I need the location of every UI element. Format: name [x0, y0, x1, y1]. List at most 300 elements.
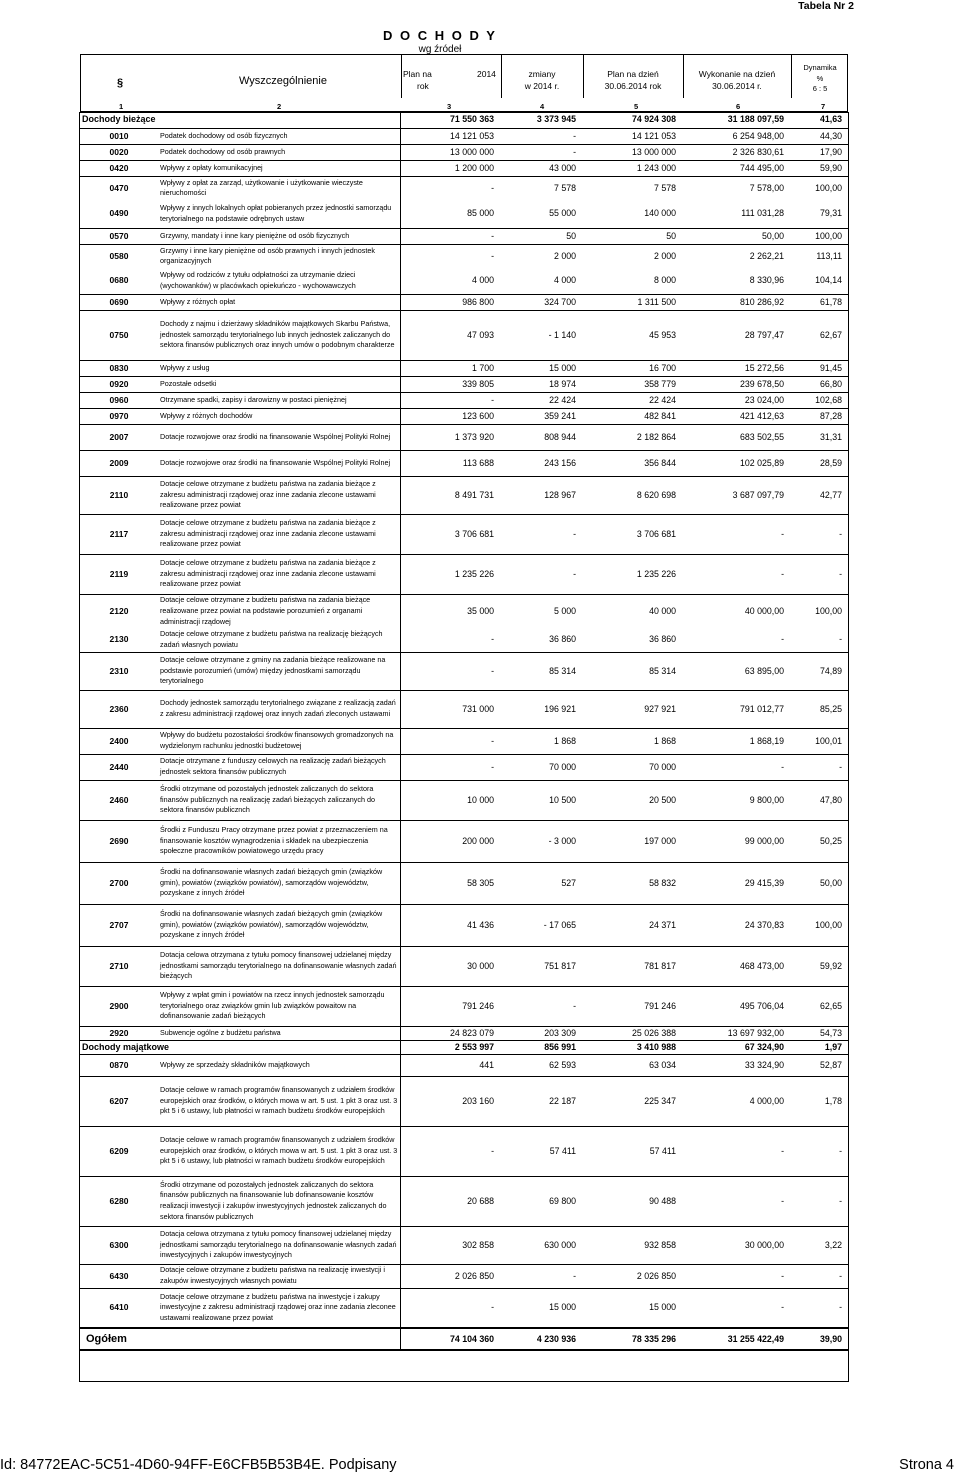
- plan-date-value: 20 500: [582, 780, 682, 820]
- plan-value: 35 000: [467, 605, 494, 616]
- table-row: [80, 1264, 848, 1288]
- classification-code: 2460: [80, 780, 158, 820]
- plan-date-value: 40 000: [649, 605, 676, 616]
- execution-value: 2 262,21: [749, 250, 784, 261]
- plan-date-value: 3 706 681: [582, 514, 682, 554]
- dynamics-value: -: [790, 554, 848, 594]
- classification-code: 2120: [109, 605, 129, 616]
- classification-code: 0690: [80, 294, 158, 310]
- row-description: Wpływy od rodziców z tytułu odpłatności za utrzymanie dzieci (wychowanków) w placówkach opiekuńczo - wychowawczych: [158, 268, 400, 294]
- row-description: Dotacje celowe otrzymane z gminy na zadania bieżące realizowane na podstawie porozumień (umów) między jednostkami samorządu terytorialnego: [158, 652, 400, 690]
- execution-value: -: [682, 1288, 790, 1328]
- dynamics-value: 61,78: [790, 294, 848, 310]
- classification-code: 0570: [80, 228, 158, 244]
- dynamics-value: 74,89: [790, 652, 848, 690]
- plan-date-value: 358 779: [582, 376, 682, 392]
- execution-value: 468 473,00: [682, 946, 790, 986]
- changes-value: 1 868: [500, 728, 582, 754]
- table-row: [80, 904, 848, 946]
- plan-date-value: 50: [582, 228, 682, 244]
- execution-value: 30 000,00: [682, 1226, 790, 1264]
- execution-value: 63 895,00: [682, 652, 790, 690]
- plan-date-value: 16 700: [582, 360, 682, 376]
- table-row: [80, 112, 848, 128]
- plan-value: 85 000: [400, 200, 500, 228]
- execution-value: 31 255 422,49: [682, 1328, 790, 1350]
- row-description: Wpływy ze sprzedaży składników majątkowych: [158, 1054, 400, 1076]
- plan-value: 339 805: [400, 376, 500, 392]
- plan-value: 791 246: [400, 986, 500, 1026]
- table-row: [80, 268, 848, 294]
- changes-value: 324 700: [500, 294, 582, 310]
- plan-value: 74 104 360: [400, 1328, 500, 1350]
- classification-code: 0970: [80, 408, 158, 424]
- execution-value: 8 330,96: [682, 268, 790, 294]
- row-description: Otrzymane spadki, zapisy i darowizny w postaci pieniężnej: [158, 392, 400, 408]
- table-row: [80, 144, 848, 160]
- dynamics-value: 91,45: [790, 360, 848, 376]
- classification-code: 2007: [80, 424, 158, 450]
- changes-value: 5 000: [553, 605, 576, 616]
- dynamics-value: -: [790, 1176, 848, 1226]
- plan-value: -: [400, 1126, 500, 1176]
- classification-code: 2110: [80, 476, 158, 514]
- plan-value: 203 160: [400, 1076, 500, 1126]
- changes-value: 62 593: [500, 1054, 582, 1076]
- table-row: [80, 244, 848, 268]
- row-description: Środki na dofinansowanie własnych zadań bieżących gmin (związków gmin), powiatów (związków powiatów), samorządów województw, pozyskane z innych źródeł: [158, 904, 400, 946]
- plan-value: 47 093: [400, 310, 500, 360]
- dynamics-value: 100,00: [790, 228, 848, 244]
- header-plan-b: 2014: [477, 69, 496, 79]
- execution-value: 67 324,90: [682, 1040, 790, 1054]
- row-description: Dochody jednostek samorządu terytorialnego związane z realizacją zadań z zakresu administracji rządowej oraz innych zadań zleconych ustawami: [158, 690, 400, 728]
- dynamics-value: -: [790, 514, 848, 554]
- plan-date-value: 927 921: [582, 690, 682, 728]
- plan-value: 731 000: [400, 690, 500, 728]
- changes-value: 203 309: [500, 1026, 582, 1040]
- classification-code: 2690: [80, 820, 158, 862]
- plan-date-value: 14 121 053: [582, 128, 682, 144]
- dynamics-value: 50,25: [790, 820, 848, 862]
- dynamics-value: 41,63: [790, 112, 848, 128]
- execution-value: 3 687 097,79: [682, 476, 790, 514]
- header-dynamika-b: %: [816, 74, 824, 83]
- execution-value: 102 025,89: [682, 450, 790, 476]
- classification-code: 2360: [80, 690, 158, 728]
- table-row: [80, 690, 848, 728]
- changes-value: -: [500, 128, 582, 144]
- dynamics-value: 17,90: [790, 144, 848, 160]
- dynamics-value: 62,65: [790, 986, 848, 1026]
- page-subtitle: wg źródeł: [418, 44, 462, 55]
- plan-date-value: 781 817: [582, 946, 682, 986]
- row-description: Wpływy z usług: [158, 360, 400, 376]
- table-number: Tabela Nr 2: [798, 0, 854, 12]
- changes-value: 10 500: [500, 780, 582, 820]
- plan-date-value: 791 246: [582, 986, 682, 1026]
- plan-value: -: [491, 250, 494, 261]
- plan-value: 302 858: [400, 1226, 500, 1264]
- execution-value: 111 031,28: [682, 200, 790, 228]
- plan-value: -: [400, 728, 500, 754]
- table-row: [80, 862, 848, 904]
- classification-code: 2440: [80, 754, 158, 780]
- execution-value: -: [682, 514, 790, 554]
- plan-value: -: [400, 652, 500, 690]
- classification-code: 2400: [80, 728, 158, 754]
- row-description: Środki otrzymane od pozostałych jednostek zaliczanych do sektora finansów publicznych na realizację zadań bieżących zaliczanych do sektora finansów publicznch: [158, 780, 400, 820]
- table-row: [80, 1026, 848, 1040]
- table-row: [80, 392, 848, 408]
- dynamics-value: 100,01: [790, 728, 848, 754]
- section-symbol: §: [117, 77, 124, 89]
- table-row: [80, 628, 848, 652]
- execution-value: -: [682, 1264, 790, 1288]
- plan-value: 41 436: [400, 904, 500, 946]
- table-row: [80, 360, 848, 376]
- income-table: [80, 112, 848, 1351]
- plan-value: -: [400, 1288, 500, 1328]
- plan-value: 2 026 850: [400, 1264, 500, 1288]
- changes-value: 856 991: [500, 1040, 582, 1054]
- dynamics-value: 52,87: [790, 1054, 848, 1076]
- execution-value: 23 024,00: [682, 392, 790, 408]
- dynamics-value: 3,22: [790, 1226, 848, 1264]
- colnum-7: 7: [821, 102, 826, 111]
- row-description: Subwencje ogólne z budżetu państwa: [158, 1026, 400, 1040]
- changes-value: - 3 000: [500, 820, 582, 862]
- classification-code: 0020: [80, 144, 158, 160]
- changes-value: 70 000: [500, 754, 582, 780]
- execution-value: 31 188 097,59: [682, 112, 790, 128]
- table-row: [80, 594, 848, 628]
- row-description: Wpływy z opłat za zarząd, użytkowanie i użytkowanie wieczyste nieruchomości: [158, 176, 400, 200]
- table-row: [80, 514, 848, 554]
- colnum-1: 1: [119, 102, 124, 111]
- row-description: Środki na dofinansowanie własnych zadań bieżących gmin (związków gmin), powiatów (związków powiatów), samorządów województw, pozyskane z innych źródeł: [158, 862, 400, 904]
- table-row: [80, 176, 848, 200]
- row-description: Wpływy z opłaty komunikacyjnej: [158, 160, 400, 176]
- header-zmiany-a: zmiany: [528, 69, 556, 79]
- dynamics-value: 31,31: [790, 424, 848, 450]
- plan-date-value: 22 424: [582, 392, 682, 408]
- plan-value: 13 000 000: [400, 144, 500, 160]
- plan-value: 14 121 053: [400, 128, 500, 144]
- classification-code: 6280: [80, 1176, 158, 1226]
- dynamics-value: 85,25: [790, 690, 848, 728]
- changes-value: 55 000: [500, 200, 582, 228]
- table-row: [80, 780, 848, 820]
- header-dynamika-a: Dynamika: [803, 63, 837, 72]
- plan-date-value: 482 841: [582, 408, 682, 424]
- table-row: [80, 228, 848, 244]
- changes-value: 57 411: [500, 1126, 582, 1176]
- classification-code: 0960: [80, 392, 158, 408]
- changes-value: -: [500, 986, 582, 1026]
- dynamics-value: 100,00: [815, 605, 842, 616]
- classification-code: 2130: [80, 628, 158, 652]
- execution-value: 1 868,19: [682, 728, 790, 754]
- row-description: Wpływy z różnych dochodów: [158, 408, 400, 424]
- plan-date-value: 225 347: [582, 1076, 682, 1126]
- changes-value: 4 000: [500, 268, 582, 294]
- row-description: Wpływy do budżetu pozostałości środków finansowych gromadzonych na wydzielonym rachunku jednostki budżetowej: [158, 728, 400, 754]
- classification-code: 0680: [80, 268, 158, 294]
- plan-date-value: 78 335 296: [582, 1328, 682, 1350]
- dynamics-value: 44,30: [790, 128, 848, 144]
- row-description: Dotacje celowe otrzymane z budżetu państwa na zadania bieżące z zakresu administracji rządowej oraz inne zadania zlecone ustawami realizowane przez powiat: [158, 514, 400, 554]
- classification-code: 0490: [80, 200, 158, 228]
- header-dynamika-c: 6 : 5: [812, 84, 828, 93]
- execution-value: -: [682, 628, 790, 652]
- dynamics-value: 79,31: [790, 200, 848, 228]
- execution-value: 810 286,92: [682, 294, 790, 310]
- dynamics-value: -: [790, 628, 848, 652]
- plan-value: 4 000: [400, 268, 500, 294]
- row-description: Dotacje celowe otrzymane z budżetu państwa na realizację inwestycji i zakupów inwestycyjnych własnych powiatu: [158, 1264, 400, 1288]
- plan-date-value: 57 411: [582, 1126, 682, 1176]
- changes-value: 15 000: [500, 360, 582, 376]
- table-row: [80, 310, 848, 360]
- dynamics-value: 100,00: [790, 904, 848, 946]
- changes-value: 128 967: [500, 476, 582, 514]
- dynamics-value: 42,77: [790, 476, 848, 514]
- plan-date-value: 8 000: [582, 268, 682, 294]
- plan-date-value: 1 235 226: [582, 554, 682, 594]
- section-label: Dochody majątkowe: [80, 1040, 400, 1054]
- header-wyszczegolnienie: Wyszczególnienie: [239, 75, 327, 87]
- row-description: Dotacje celowe otrzymane z budżetu państwa na realizację bieżących zadań własnych powiatu: [158, 628, 400, 652]
- row-description: Dotacje celowe otrzymane z budżetu państwa na zadania bieżące z zakresu administracji rządowej oraz inne zadania zlecone ustawami realizowane przez powiat: [158, 554, 400, 594]
- dynamics-value: 66,80: [790, 376, 848, 392]
- execution-value: 7 578,00: [749, 182, 784, 193]
- plan-value: 24 823 079: [400, 1026, 500, 1040]
- execution-value: 50,00: [682, 228, 790, 244]
- plan-date-value: 1 868: [582, 728, 682, 754]
- row-description: Wpływy z różnych opłat: [158, 294, 400, 310]
- section-label: Dochody bieżące: [80, 112, 400, 128]
- header-plan-dzien-b: 30.06.2014 rok: [604, 81, 662, 91]
- plan-date-value: 356 844: [582, 450, 682, 476]
- table-row: [80, 128, 848, 144]
- plan-value: 1 373 920: [400, 424, 500, 450]
- header-wykonanie-a: Wykonanie na dzień: [698, 69, 776, 79]
- changes-value: 751 817: [500, 946, 582, 986]
- execution-value: 9 800,00: [682, 780, 790, 820]
- execution-value: 2 326 830,61: [682, 144, 790, 160]
- table-header: [80, 54, 848, 98]
- classification-code: 0010: [80, 128, 158, 144]
- row-description: Wpływy z wpłat gmin i powiatów na rzecz innych jednostek samorządu terytorialnego oraz związków gmin lub związków powaitow na dofinansowanie zadań bieżących: [158, 986, 400, 1026]
- row-description: Dotacja celowa otrzymana z tytułu pomocy finansowej udzielanej między jednostkami samorządu terytorialnego na dofinansowanie własnych zadań bieżących: [158, 946, 400, 986]
- classification-code: 6300: [80, 1226, 158, 1264]
- table-row: [80, 1288, 848, 1328]
- table-row: [80, 1226, 848, 1264]
- dynamics-value: -: [790, 1288, 848, 1328]
- plan-value: 10 000: [400, 780, 500, 820]
- changes-value: 50: [500, 228, 582, 244]
- plan-date-value: 58 832: [582, 862, 682, 904]
- row-description: Dotacje celowe otrzymane z budżetu państwa na zadania bieżące z zakresu administracji rządowej oraz inne zadania zlecone ustawami realizowane przez powiat: [158, 476, 400, 514]
- plan-date-value: 932 858: [582, 1226, 682, 1264]
- plan-value: 1 235 226: [400, 554, 500, 594]
- changes-value: 7 578: [553, 182, 576, 193]
- total-label: Ogółem: [80, 1328, 400, 1350]
- header-plan-a: Plan na: [403, 69, 432, 79]
- changes-value: 22 187: [500, 1076, 582, 1126]
- row-description: Pozostałe odsetki: [158, 376, 400, 392]
- execution-value: -: [682, 1126, 790, 1176]
- execution-value: 495 706,04: [682, 986, 790, 1026]
- plan-date-value: 140 000: [582, 200, 682, 228]
- plan-date-value: 3 410 988: [582, 1040, 682, 1054]
- dynamics-value: 102,68: [790, 392, 848, 408]
- row-description: Grzywny, mandaty i inne kary pieniężne od osób fizycznych: [158, 228, 400, 244]
- plan-value: 1 200 000: [400, 160, 500, 176]
- classification-code: 0750: [80, 310, 158, 360]
- changes-value: 630 000: [500, 1226, 582, 1264]
- execution-value: 99 000,00: [682, 820, 790, 862]
- dynamics-value: 87,28: [790, 408, 848, 424]
- classification-code: 0580: [109, 250, 129, 261]
- footer-page: Strona 4: [899, 1457, 954, 1473]
- plan-value: 113 688: [400, 450, 500, 476]
- classification-code: 2310: [80, 652, 158, 690]
- changes-value: 3 373 945: [500, 112, 582, 128]
- plan-value: -: [400, 392, 500, 408]
- colnum-5: 5: [634, 102, 639, 111]
- classification-code: 6410: [80, 1288, 158, 1328]
- table-row: [80, 200, 848, 228]
- dynamics-value: 1,78: [790, 1076, 848, 1126]
- changes-value: -: [500, 514, 582, 554]
- dynamics-value: 104,14: [790, 268, 848, 294]
- changes-value: 36 860: [500, 628, 582, 652]
- changes-value: 196 921: [500, 690, 582, 728]
- changes-value: 359 241: [500, 408, 582, 424]
- plan-value: 71 550 363: [400, 112, 500, 128]
- dynamics-value: -: [790, 754, 848, 780]
- table-row: [80, 408, 848, 424]
- classification-code: 2700: [80, 862, 158, 904]
- table-row: [80, 1054, 848, 1076]
- plan-value: 3 706 681: [400, 514, 500, 554]
- plan-date-value: 197 000: [582, 820, 682, 862]
- plan-date-value: 15 000: [582, 1288, 682, 1328]
- footer-id: Id: 84772EAC-5C51-4D60-94FF-E6CFB5B53B4E. Podpisany: [0, 1457, 397, 1473]
- colnum-2: 2: [277, 102, 282, 111]
- table-row: [80, 424, 848, 450]
- classification-code: 6209: [80, 1126, 158, 1176]
- dynamics-value: 54,73: [790, 1026, 848, 1040]
- changes-value: 22 424: [500, 392, 582, 408]
- dynamics-value: 62,67: [790, 310, 848, 360]
- classification-code: 0830: [80, 360, 158, 376]
- changes-value: 85 314: [500, 652, 582, 690]
- row-description: Podatek dochodowy od osób fizycznych: [158, 128, 400, 144]
- execution-value: 24 370,83: [682, 904, 790, 946]
- colnum-3: 3: [447, 102, 452, 111]
- table-row: [80, 1076, 848, 1126]
- table-row: [80, 820, 848, 862]
- plan-date-value: 90 488: [582, 1176, 682, 1226]
- table-row: [80, 946, 848, 986]
- dynamics-value: 59,90: [790, 160, 848, 176]
- changes-value: 43 000: [500, 160, 582, 176]
- classification-code: 0420: [80, 160, 158, 176]
- table-row: [80, 754, 848, 780]
- execution-value: 13 697 932,00: [682, 1026, 790, 1040]
- plan-value: -: [400, 628, 500, 652]
- row-description: Grzywny i inne kary pieniężne od osób prawnych i innych jednostek organizacyjnych: [158, 244, 400, 268]
- classification-code: 2710: [80, 946, 158, 986]
- execution-value: 683 502,55: [682, 424, 790, 450]
- plan-value: -: [400, 228, 500, 244]
- classification-code: 0470: [109, 182, 129, 193]
- execution-value: 6 254 948,00: [682, 128, 790, 144]
- row-description: Dotacja celowa otrzymana z tytułu pomocy finansowej udzielanej między jednostkami samorządu terytorialnego na dofinansowanie własnych zadań inwestycyjnych i zakupów inwestycyjnych: [158, 1226, 400, 1264]
- table-row: [80, 160, 848, 176]
- plan-date-value: 1 311 500: [582, 294, 682, 310]
- changes-value: 18 974: [500, 376, 582, 392]
- changes-value: -: [500, 1264, 582, 1288]
- table-row: [80, 652, 848, 690]
- plan-value: 200 000: [400, 820, 500, 862]
- classification-code: 0920: [80, 376, 158, 392]
- dynamics-value: 100,00: [815, 182, 842, 193]
- plan-date-value: 13 000 000: [582, 144, 682, 160]
- plan-value: 58 305: [400, 862, 500, 904]
- classification-code: 2900: [80, 986, 158, 1026]
- colnum-4: 4: [540, 102, 545, 111]
- classification-code: 2920: [80, 1026, 158, 1040]
- row-description: Dotacje celowe w ramach programów finansowanych z udziałem środków europejskich oraz środków, o których mowa w art. 5 ust. 1 pkt 3 oraz ust. 3 pkt 5 i 6 ustawy, lub płatności w ramach budżetu środków europejskich: [158, 1076, 400, 1126]
- table-row: [80, 728, 848, 754]
- table-row: [80, 1328, 848, 1350]
- plan-value: 1 700: [400, 360, 500, 376]
- plan-value: 123 600: [400, 408, 500, 424]
- table-row: [80, 986, 848, 1026]
- execution-value: 15 272,56: [682, 360, 790, 376]
- changes-value: - 1 140: [500, 310, 582, 360]
- execution-value: 4 000,00: [682, 1076, 790, 1126]
- changes-value: 2 000: [553, 250, 576, 261]
- table-row: [80, 294, 848, 310]
- execution-value: 421 412,63: [682, 408, 790, 424]
- changes-value: -: [500, 554, 582, 594]
- dynamics-value: 59,92: [790, 946, 848, 986]
- plan-date-value: 2 182 864: [582, 424, 682, 450]
- row-description: Środki z Funduszu Pracy otrzymane przez powiat z przeznaczeniem na finansowanie kosztów wynagrodzenia i składek na ubezpieczenia społeczne pracowników powiatowego urzędu pracy: [158, 820, 400, 862]
- dynamics-value: -: [790, 1264, 848, 1288]
- header-plan-dzien-a: Plan na dzień: [607, 69, 659, 79]
- classification-code: 6207: [80, 1076, 158, 1126]
- table-row: [80, 1126, 848, 1176]
- plan-value: 441: [400, 1054, 500, 1076]
- table-row: [80, 554, 848, 594]
- row-description: Wpływy z innych lokalnych opłat pobieranych przez jednostki samorządu terytorialnego na podstawie odrębnych ustaw: [158, 200, 400, 228]
- dynamics-value: 47,80: [790, 780, 848, 820]
- changes-value: 4 230 936: [500, 1328, 582, 1350]
- plan-value: 20 688: [400, 1176, 500, 1226]
- dynamics-value: 1,97: [790, 1040, 848, 1054]
- plan-value: -: [400, 754, 500, 780]
- plan-date-value: 63 034: [582, 1054, 682, 1076]
- execution-value: 239 678,50: [682, 376, 790, 392]
- table-row: [80, 1176, 848, 1226]
- plan-value: 986 800: [400, 294, 500, 310]
